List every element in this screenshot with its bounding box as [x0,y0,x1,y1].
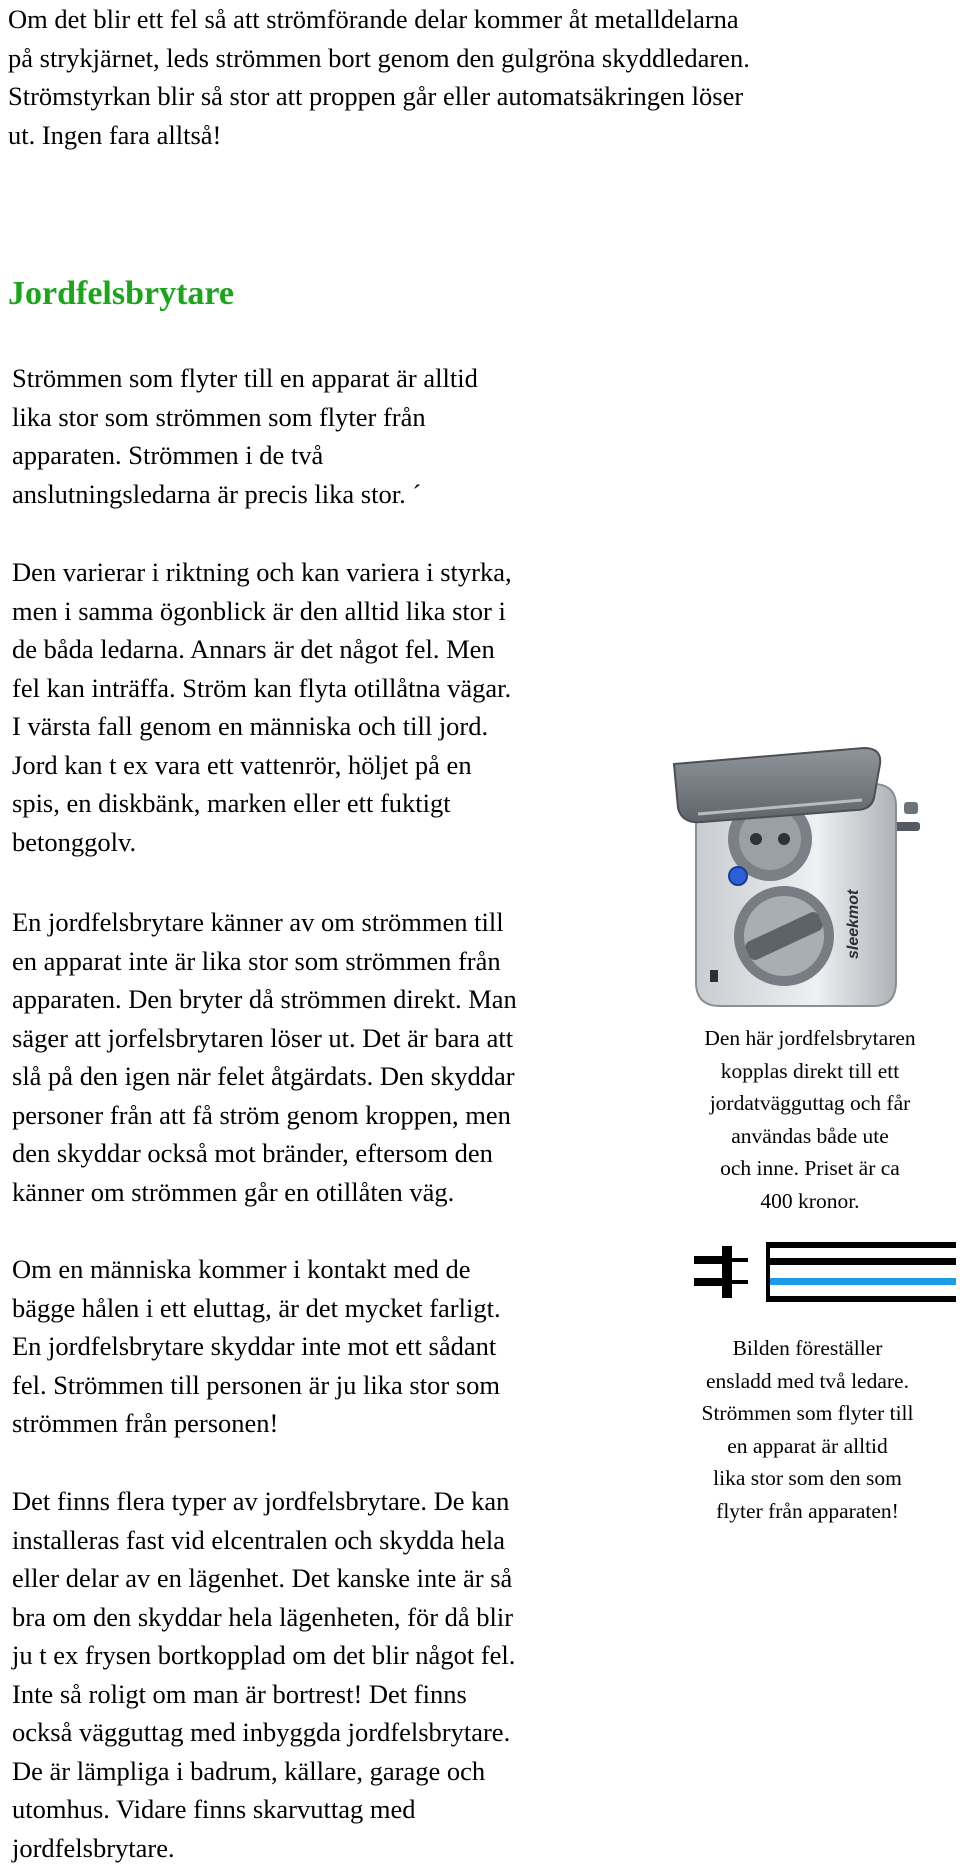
device-brand-label: sleekmot [845,889,862,959]
paragraph-2: Den varierar i riktning och kan variera i styrka, men i samma ögonblick är den alltid lika stor i de båda ledarna. Annars är det något fel. Men fel kan inträffa. Ström kan flyta otillåtna vägar. I värsta fall genom en människa och till jord. Jord kan t ex vara ett vattenrör, höljet på en spis, en diskbänk, marken eller ett fuktigt betonggolv. [12,557,512,857]
paragraph-5: Det finns flera typer av jordfelsbrytare. De kan installeras fast vid elcentralen och skydda hela eller delar av en lägenhet. Det kanske inte är så bra om den skyddar hela lägenheten, för då blir ju t ex frysen bortkopplad om det blir något fel. Inte så roligt om man är bortrest! Det finns också vägguttag med inbyggda jordfelsbrytare. De är lämpliga i badrum, källare, garage och utomhus. Vidare finns skarvuttag med jordfelsbrytare. [12,1486,516,1863]
device-caption: Den här jordfelsbrytaren kopplas direkt till ett jordatvägguttag och får användas både ute och inne. Priset är ca 400 kronor. [704,1026,916,1213]
intro-paragraph: Om det blir ett fel så att strömförande delar kommer åt metalldelarna på strykjärnet, leds strömmen bort genom den gulgröna skyddledaren. Strömstyrkan blir så stor att proppen går eller automatsäkringen löser ut. Ingen fara alltså! [8,4,750,150]
paragraph-3: En jordfelsbrytare känner av om strömmen till en apparat inte är lika stor som strömmen från apparaten. Den bryter då strömmen direkt. Man säger att jorfelsbrytaren löser ut. Det är bara att slå på den igen när felet åtgärdats. Den skyddar personer från att få ström genom kroppen, men den skyddar också mot bränder, eftersom den känner om strömmen går en otillåten väg. [12,907,517,1207]
section-title: Jordfelsbrytare [8,275,234,312]
rcd-socket-adapter-icon [668,744,948,1024]
wires-caption: Bilden föreställer ensladd med två ledare. Strömmen som flyter till en apparat är alltid lika stor som den som flyter från apparaten! [701,1336,914,1523]
paragraph-4: Om en människa kommer i kontakt med de bägge hålen i ett eluttag, är det mycket farligt. En jordfelsbrytare skyddar inte mot ett sådant fel. Strömmen till personen är ju lika stor som strömmen från personen! [12,1254,501,1438]
paragraph-1: Strömmen som flyter till en apparat är alltid lika stor som strömmen som flyter från apparaten. Strömmen i de två anslutningsledarna är precis lika stor. ´ [12,363,478,509]
two-conductor-cable-icon [686,1240,956,1306]
